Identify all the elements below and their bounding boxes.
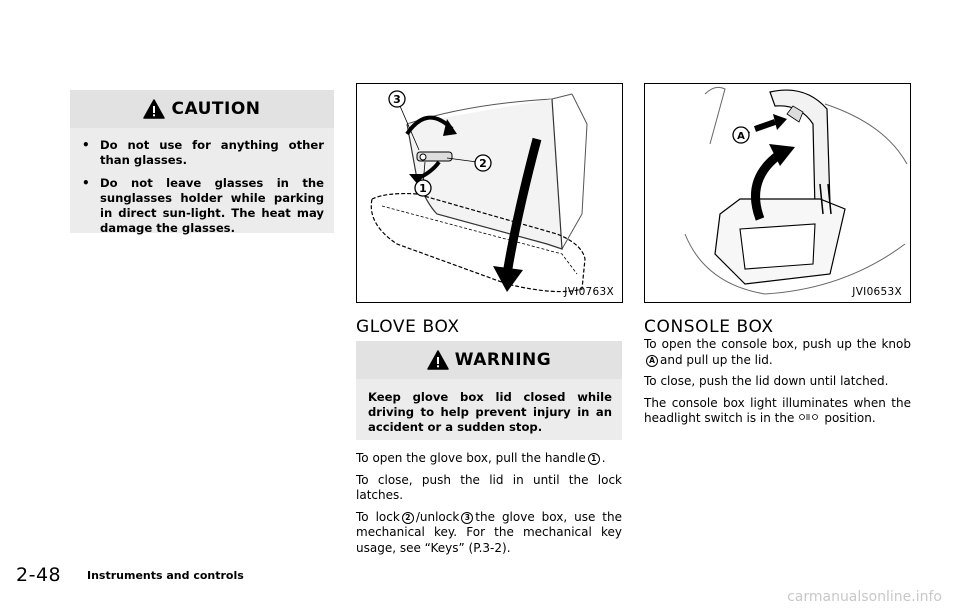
glove-box-body: [356, 451, 622, 556]
warning-header: [356, 341, 622, 379]
text: /unlock: [415, 509, 460, 524]
console-box-illustration: [645, 84, 910, 302]
caution-title: CAUTION: [171, 99, 261, 119]
caution-list: [82, 138, 324, 244]
console-box-body: [644, 337, 911, 427]
caution-box: [70, 90, 334, 233]
page-number: 2-48: [16, 564, 62, 586]
text: To open the glove box, pull the handle: [356, 451, 586, 465]
glove-box-paragraph-close: To close, push the lid in until the lock latches.: [356, 472, 622, 502]
callout-2-label: 2: [479, 157, 487, 170]
figure-caption: JVI0763X: [564, 286, 614, 298]
caution-header: [70, 90, 334, 128]
text: To lock: [356, 509, 400, 524]
callout-1-label: 1: [419, 182, 427, 195]
warning-text: Keep glove box lid closed while driving to help prevent injury in an accident or a sudden stop.: [368, 390, 612, 434]
figure-caption: JVI0653X: [852, 286, 902, 298]
circled-number-1: 1: [588, 453, 600, 465]
circled-letter-a: A: [646, 355, 658, 367]
warning-box: [356, 341, 622, 440]
text: the glove box, use the mechanical key. For the mechanical key usage, see “Keys” (P.3-2).: [356, 509, 623, 555]
text: The console box light illuminates when the headlight switch is in the: [644, 395, 911, 425]
warning-triangle-icon: [427, 350, 449, 370]
glove-box-heading: GLOVE BOX: [356, 317, 460, 337]
headlight-switch-icon: [798, 413, 820, 421]
glove-box-illustration: [357, 84, 622, 302]
callout-3-label: 3: [393, 93, 401, 106]
glove-box-paragraph-lock: [356, 510, 622, 557]
console-box-paragraph-light: [644, 396, 911, 427]
caution-item: • Do not use for anything other than glasses.: [82, 138, 324, 168]
console-box-figure: [644, 83, 911, 303]
circled-number-3: 3: [461, 512, 473, 524]
circled-number-2: 2: [402, 512, 414, 524]
watermark: carmanualsonline.info: [787, 589, 942, 605]
text: To open the console box, push up the knob: [644, 337, 911, 351]
console-box-heading: CONSOLE BOX: [644, 317, 774, 337]
warning-triangle-icon: [143, 99, 165, 119]
console-box-paragraph-close: To close, push the lid down until latched.: [644, 374, 889, 388]
glove-box-figure: [356, 83, 623, 303]
footer-section-name: Instruments and controls: [87, 569, 244, 582]
callout-a-label: A: [737, 131, 745, 142]
text: .: [601, 451, 606, 465]
text: and pull up the lid.: [660, 352, 773, 367]
warning-title: WARNING: [454, 350, 552, 370]
console-box-paragraph-open: [644, 337, 911, 368]
caution-item: • Do not leave glasses in the sunglasses holder while parking in direct sun-light. The heat may damage the glasses.: [82, 176, 324, 236]
text: position.: [824, 411, 876, 425]
glove-box-paragraph-open: [356, 451, 622, 467]
